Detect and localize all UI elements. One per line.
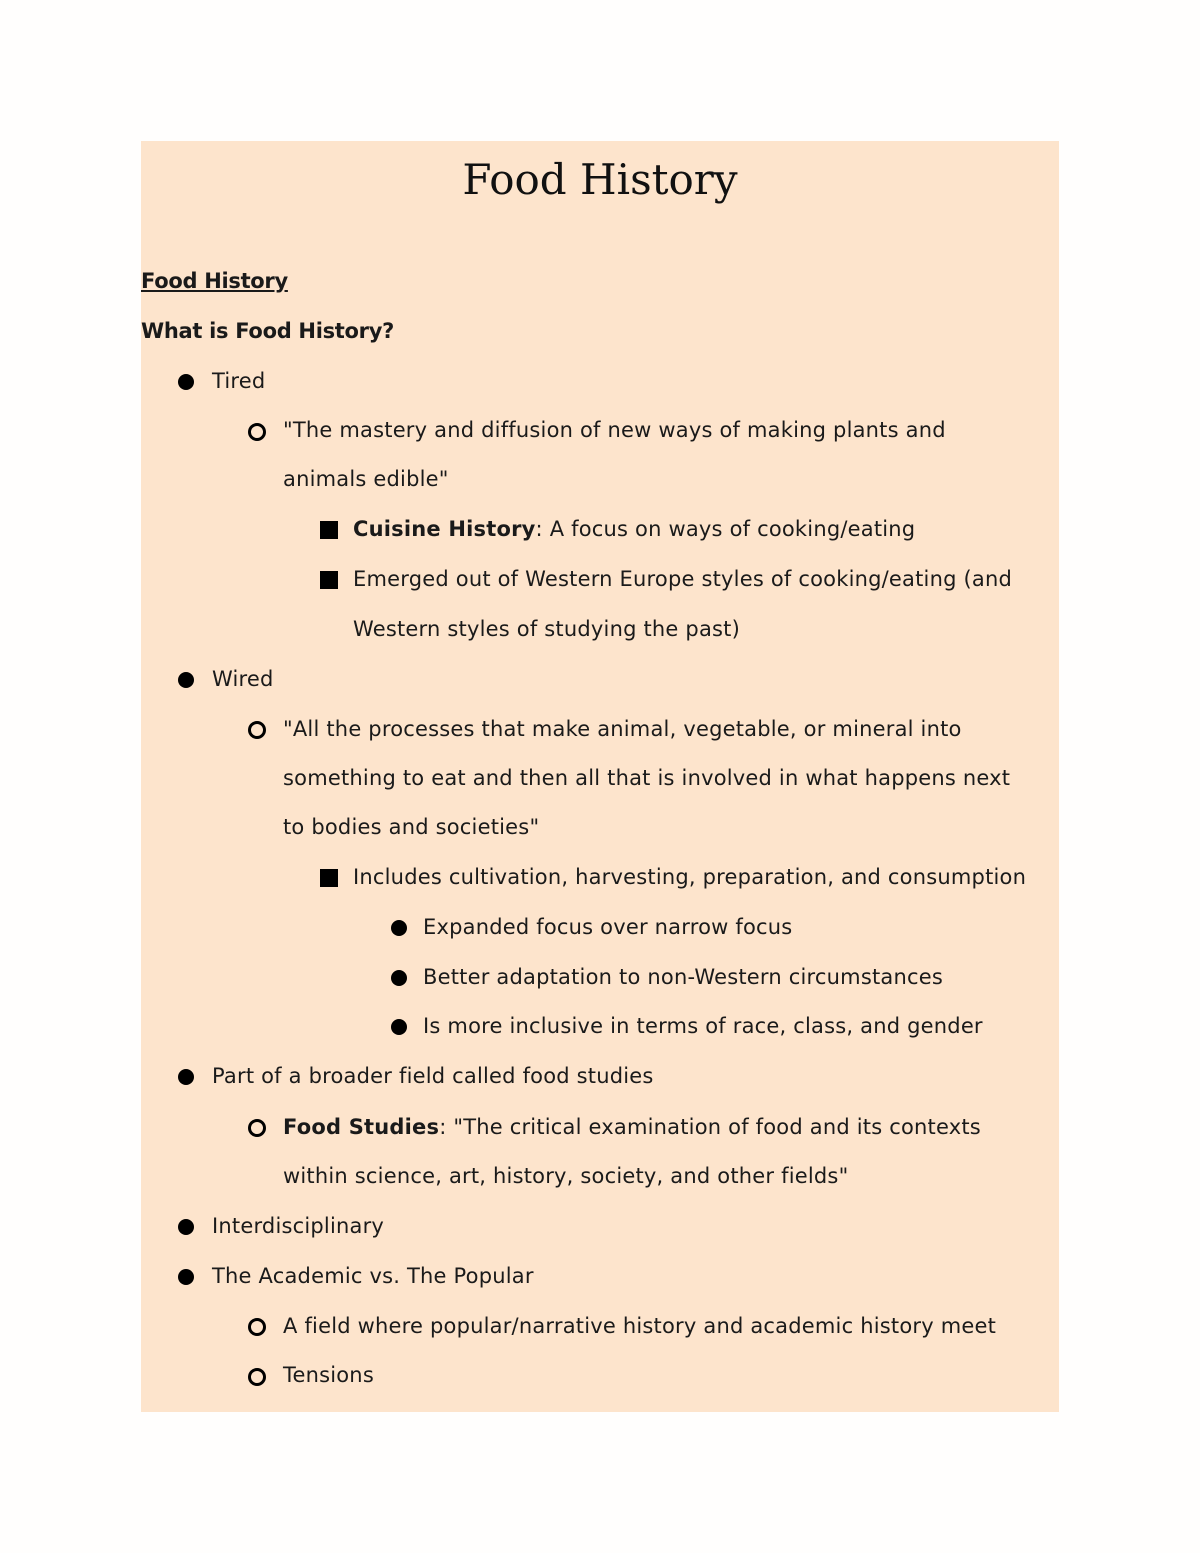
filled-circle-bullet-icon — [178, 374, 194, 390]
list-item-label: The Academic vs. The Popular — [212, 1264, 534, 1288]
includes-text: Includes cultivation, harvesting, preparation, and consumption — [353, 865, 1027, 889]
hollow-circle-bullet-icon — [248, 1318, 266, 1336]
square-bullet-icon — [320, 521, 338, 539]
section-heading: Food History — [141, 269, 288, 293]
quote-line: something to eat and then all that is involved in what happens next — [283, 766, 1011, 790]
emerged-line: Western styles of studying the past) — [353, 617, 740, 641]
sub-item-text: Better adaptation to non-Western circumstances — [423, 965, 943, 989]
list-item-label: Tired — [212, 369, 266, 393]
filled-circle-bullet-icon — [178, 672, 194, 688]
filled-circle-bullet-icon — [178, 1269, 194, 1285]
quote-line: "All the processes that make animal, vegetable, or mineral into — [283, 717, 962, 741]
definition-line: within science, art, history, society, and other fields" — [283, 1164, 849, 1188]
quote-line: to bodies and societies" — [283, 815, 540, 839]
cuisine-history-text — [353, 504, 915, 554]
hollow-circle-bullet-icon — [248, 721, 266, 739]
list-item-label: Part of a broader field called food studies — [212, 1064, 654, 1088]
tensions-text: Tensions — [283, 1363, 374, 1387]
filled-circle-bullet-icon — [178, 1069, 194, 1085]
term-food-studies: Food Studies — [283, 1115, 440, 1139]
square-bullet-icon — [320, 571, 338, 589]
term-cuisine-history: Cuisine History — [353, 517, 536, 541]
term-definition: : "The critical examination of food and its contexts — [439, 1115, 981, 1139]
filled-circle-bullet-icon — [391, 920, 407, 936]
hollow-circle-bullet-icon — [248, 1368, 266, 1386]
list-item-label: Wired — [212, 667, 274, 691]
filled-circle-bullet-icon — [391, 1019, 407, 1035]
list-item-label: Interdisciplinary — [212, 1214, 385, 1238]
filled-circle-bullet-icon — [391, 970, 407, 986]
filled-circle-bullet-icon — [178, 1219, 194, 1235]
food-studies-text — [283, 1102, 981, 1152]
quote-line: "The mastery and diffusion of new ways of making plants and — [283, 418, 946, 442]
document-title: Food History — [462, 155, 738, 204]
field-text: A field where popular/narrative history and academic history meet — [283, 1314, 997, 1338]
question-heading: What is Food History? — [141, 319, 395, 343]
square-bullet-icon — [320, 869, 338, 887]
term-definition: : A focus on ways of cooking/eating — [535, 517, 916, 541]
sub-item-text: Expanded focus over narrow focus — [423, 915, 793, 939]
quote-line: animals edible" — [283, 467, 449, 491]
document-page — [141, 141, 1059, 1412]
emerged-line: Emerged out of Western Europe styles of cooking/eating (and — [353, 567, 1012, 591]
sub-item-text: Is more inclusive in terms of race, class, and gender — [423, 1014, 983, 1038]
hollow-circle-bullet-icon — [248, 1119, 266, 1137]
hollow-circle-bullet-icon — [248, 423, 266, 441]
